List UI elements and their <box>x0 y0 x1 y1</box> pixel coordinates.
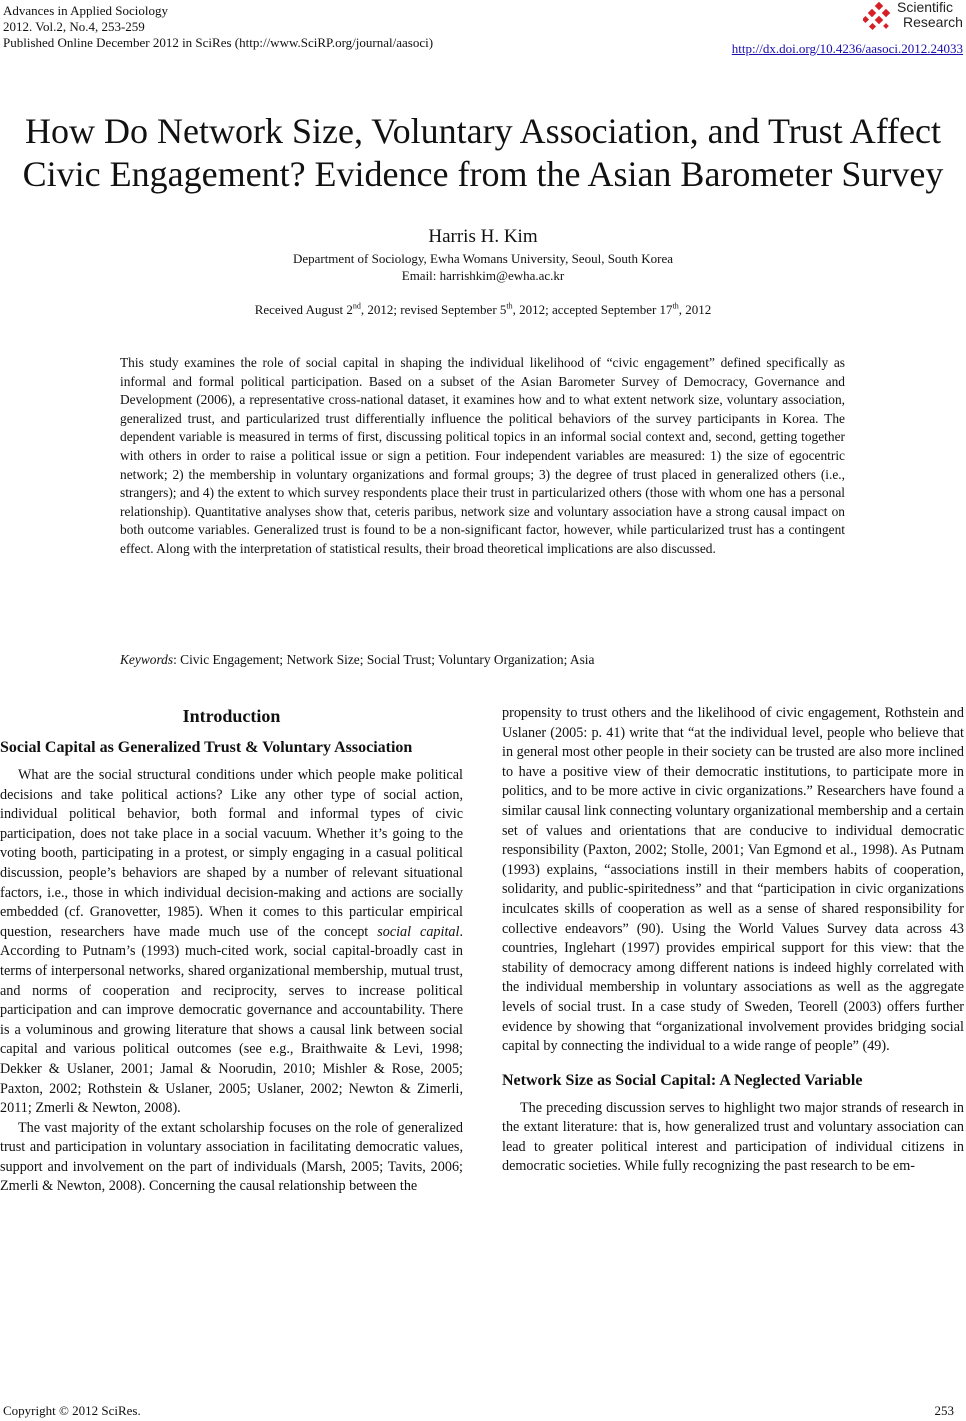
paper-title: How Do Network Size, Voluntary Association, and Trust Affect Civic Engagement? Evidence from the Asian Barometer Survey <box>22 111 944 194</box>
paragraph: propensity to trust others and the likelihood of civic engagement, Rothstein and Uslaner (2005: p. 41) write that “at the individual level, people who believe that in general most other people in their society can be trusted are also more inclined to have a positive view of their democratic institutions, to participate more in politics, and to be more active in civic organizations.” Researchers have found a similar causal link connecting voluntary organizational membership and a certain set of values and orientations that are conducive to individual democratic responsibility (Paxton, 2002; Stolle, 2001; Van Egmond et al., 1998). As Putnam (1993) explains, “associations instill in their members habits of cooperation, solidarity, and public-spiritedness” and that “participation in civic organizations inculcates skills of cooperation as well as a sense of shared responsibility for collective endeavors” (90). Using the World Values Survey data across 43 countries, Inglehart (1997) provides empirical support for this view: that the stability of democracy among different nations is indeed highly correlated with the individual membership in voluntary associations as well as the aggregate levels of social trust. In a case study of Sweden, Teorell (2003) offers further evidence by showing that “organizational involvement provides bridging social capital by connecting the individual to a wide range of people” (49). <box>502 705 964 1055</box>
paragraph: The vast majority of the extant scholarship focuses on the role of generalized trust and participation in voluntary association in facilitating democratic values, support and involvement on the part of individuals (Marsh, 2005; Tavits, 2006; Zmerli & Newton, 2008). Concerning the causal relationship between the <box>0 1119 463 1195</box>
introduction-heading: Introduction <box>182 706 281 726</box>
right-column <box>502 704 964 1177</box>
paragraph: What are the social structural conditions under which people make political decisions and take political actions? Like any other type of social action, individual political behavior, both formal and informal types of civic participation, does not take place in a social vacuum. Whether it’s going to the voting booth, participating in a protest, or simply engaging in a casual political discussion, people’s behaviors are shaped by a number of relevant situational factors, i.e., those in which individual decision-making and actions are socially embedded (cf. Granovetter, 1985). When it comes to this particular empirical question, researchers have made much use of the concept social capital. According to Putnam’s (1993) much-cited work, social capital-broadly cast in terms of interpersonal networks, shared organizational membership, mutual trust, and norms of cooperation and reciprocity, serves to increase political participation and can improve democratic governance and accountability. There is a voluminous and growing literature that shows a causal link between social capital and various political outcomes (see e.g., Braithwaite & Levi, 1998; Dekker & Uslaner, 2001; Jamal & Noorudin, 2010; Mishler & Rose, 2005; Paxton, 2002; Rothstein & Uslaner, 2005; Uslaner, 2002; Newton & Zimerli, 2011; Zmerli & Newton, 2008). <box>0 767 463 1117</box>
doi-link[interactable]: http://dx.doi.org/10.4236/aasoci.2012.24033 <box>731 41 963 56</box>
author-name: Harris H. Kim <box>428 226 538 247</box>
keywords: Keywords: Civic Engagement; Network Size; Social Trust; Voluntary Organization; Asia <box>120 652 595 667</box>
paragraph: The preceding discussion serves to highlight two major strands of research in the extant literature: that is, how generalized trust and voluntary association can lead to greater political interest and participation of individual citizens in democratic societies. While fully recognizing the past research to be em- <box>502 1099 964 1175</box>
publication-info: Published Online December 2012 in SciRes (http://www.SciRP.org/journal/aasoci) <box>3 35 434 50</box>
scientific-research-logo <box>863 0 963 36</box>
left-column <box>0 704 463 1197</box>
journal-header <box>3 3 433 51</box>
page-number: 253 <box>934 1403 954 1418</box>
author-email[interactable]: Email: harrishkim@ewha.ac.kr <box>401 268 565 283</box>
abstract: This study examines the role of social capital in shaping the individual likelihood of “civic engagement” defined specifically as informal and formal political participation. Based on a subset of the Asian Barometer Survey of Democracy, Governance and Development (2006), a representative cross-national dataset, it examines how and to what extent network size, voluntary association, generalized trust, and particularized trust differentially influence the political behaviors of the survey participants in Korea. The dependent variable is measured in terms of first, discussing political topics in an informal social context and, second, getting together with others in order to raise a political issue or sign a petition. Four independent variables are measured: 1) the size of egocentric network; 2) the membership in voluntary organizations and formal groups; 3) the degree of trust placed in generalized others (i.e., strangers); and 4) the extent to which survey respondents place their trust in particularized others (those with whom one has a personal relationship). Quantitative analyses show that, ceteris paribus, network size and voluntary association have a strong causal impact on both outcome variables. Generalized trust is found to be a non-significant factor, however, while particularized trust has a contingent effect. Along with the interpretation of statistical results, their broad theoretical implications are also discussed. <box>120 355 845 556</box>
author-affiliation: Department of Sociology, Ewha Womans University, Seoul, South Korea Email: harrishkim@ewha.ac.kr <box>0 250 966 284</box>
section-heading-network-size: Network Size as Social Capital: A Neglected Variable <box>502 1071 863 1089</box>
journal-volume: 2012. Vol.2, No.4, 253-259 <box>3 19 145 34</box>
logo-mark-icon <box>863 2 895 34</box>
copyright: Copyright © 2012 SciRes. <box>3 1403 141 1418</box>
journal-name: Advances in Applied Sociology <box>3 3 169 18</box>
logo-text: Scientific Research <box>897 0 963 30</box>
section-heading-social-capital: Social Capital as Generalized Trust & Voluntary Association <box>0 739 413 756</box>
received-dates: Received August 2nd, 2012; revised September 5th, 2012; accepted September 17th, 2012 <box>254 301 712 317</box>
